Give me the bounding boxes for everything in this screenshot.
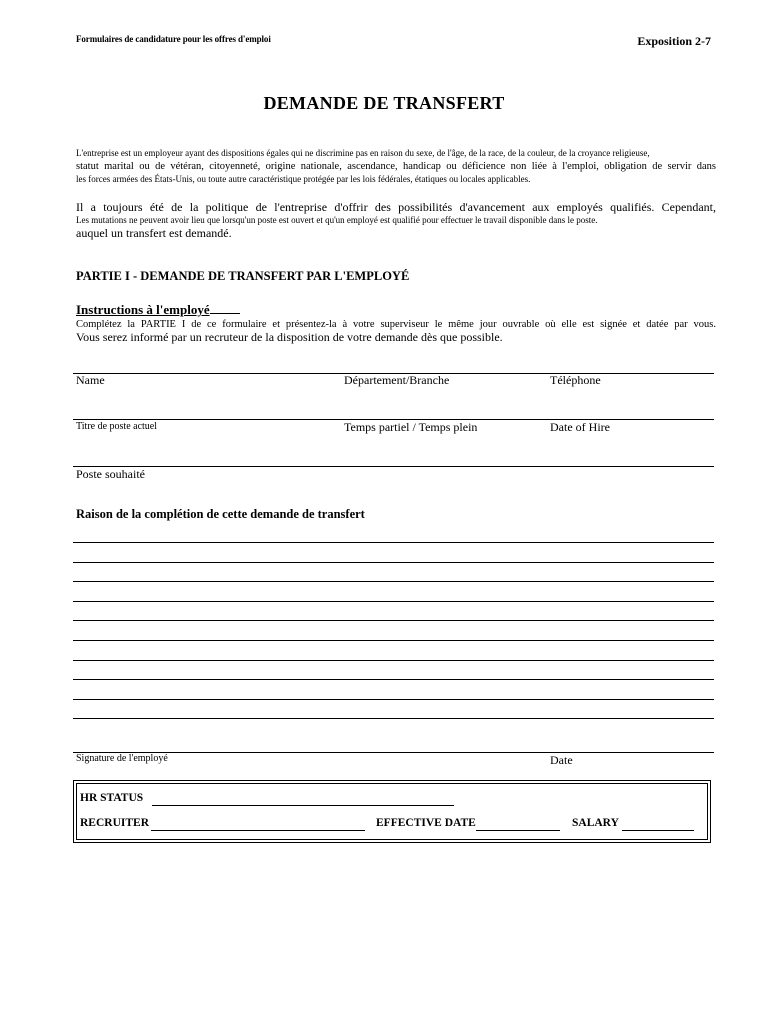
recruiter-label: RECRUITER (80, 817, 150, 829)
salary-line[interactable] (622, 830, 694, 831)
name-field[interactable]: Name (76, 373, 105, 387)
policy-line-1: Il a toujours été de la politique de l'entreprise d'offrir des possibilités d'avancement aux employés qualifiés. Cependant, (76, 200, 716, 214)
reason-line[interactable] (73, 542, 714, 543)
policy-line-3: auquel un transfert est demandé. (76, 226, 232, 240)
employee-signature-field[interactable]: Signature de l'employé (76, 753, 168, 764)
reason-line[interactable] (73, 620, 714, 621)
hr-status-label: HR STATUS (80, 792, 144, 804)
reason-heading: Raison de la complétion de cette demande de transfert (76, 507, 365, 521)
desired-position-field[interactable]: Poste souhaité (76, 467, 145, 481)
reason-line[interactable] (73, 660, 714, 661)
department-field[interactable]: Département/Branche (344, 373, 450, 387)
instructions-title-text: Instructions à l'employé (76, 302, 210, 317)
reason-line[interactable] (73, 562, 714, 563)
signature-date-field[interactable]: Date (550, 753, 573, 767)
instructions-title (76, 302, 240, 318)
reason-line[interactable] (73, 679, 714, 680)
form-title: DEMANDE DE TRANSFERT (263, 93, 505, 113)
reason-line[interactable] (73, 601, 714, 602)
current-title-field[interactable]: Titre de poste actuel (76, 421, 158, 432)
reason-line[interactable] (73, 699, 714, 700)
reason-line[interactable] (73, 581, 714, 582)
instructions-line-2: Vous serez informé par un recruteur de la disposition de votre demande dès que possible. (76, 330, 503, 344)
exhibit-number: Exposition 2-7 (637, 34, 711, 48)
salary-label: SALARY (572, 817, 619, 829)
instructions-line-1: Complétez la PARTIE I de ce formulaire et présentez-la à votre superviseur le même jour ouvrable où elle est signée et datée par vous. (76, 319, 716, 330)
part-one-heading: PARTIE I - DEMANDE DE TRANSFERT PAR L'EMPLOYÉ (76, 269, 410, 283)
hr-status-line[interactable] (152, 805, 454, 806)
signature-rule (73, 752, 714, 753)
reason-line[interactable] (73, 640, 714, 641)
reason-line[interactable] (73, 718, 714, 719)
hr-status-box (73, 780, 711, 843)
telephone-field[interactable]: Téléphone (550, 373, 601, 387)
instructions-text (76, 318, 716, 344)
field-row-rule-3 (73, 466, 714, 467)
recruiter-line[interactable] (151, 830, 365, 831)
effective-date-line[interactable] (476, 830, 560, 831)
hire-date-field[interactable]: Date of Hire (550, 420, 610, 434)
eeo-line-3: les forces armées des États-Unis, ou toute autre caractéristique protégée par les lois fédérales, étatiques ou locales applicables. (76, 174, 531, 184)
effective-date-label: EFFECTIVE DATE (376, 817, 476, 829)
time-status-field[interactable]: Temps partiel / Temps plein (344, 420, 478, 434)
eeo-line-2: statut marital ou de vétéran, citoyenneté, origine nationale, ascendance, handicap ou déficience non liée à l'emploi, obligation de servir dans (76, 161, 716, 172)
eeo-line-1: L'entreprise est un employeur ayant des dispositions égales qui ne discrimine pas en raison du sexe, de l'âge, de la race, de la couleur, de la croyance religieuse, (76, 148, 650, 158)
header-left: Formulaires de candidature pour les offres d'emploi (76, 34, 271, 44)
eeo-statement (76, 147, 716, 186)
policy-line-2: Les mutations ne peuvent avoir lieu que lorsqu'un poste est ouvert et qu'un employé est qualifié pour effectuer le travail disponible dans le poste. (76, 215, 598, 225)
policy-paragraph (76, 201, 716, 240)
